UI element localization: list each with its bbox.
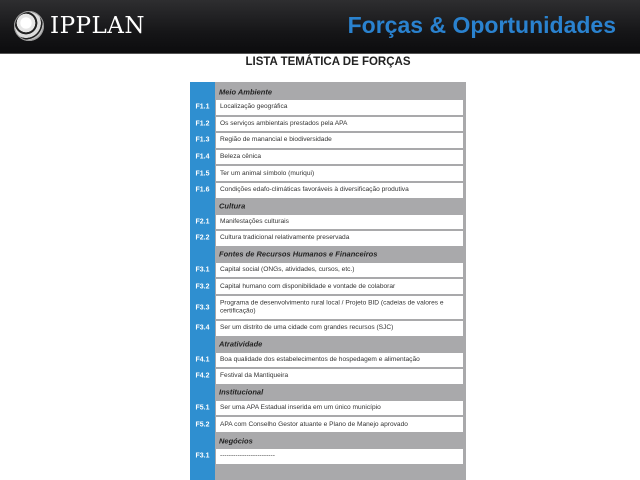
table-row [190,262,466,279]
table-row [190,295,466,320]
item-text: Região de manancial e biodiversidade [220,136,332,144]
item-code: F5.2 [195,421,210,429]
item-cell [216,231,463,246]
item-cell [216,100,463,115]
item-code: F2.1 [195,218,210,226]
item-cell [216,117,463,132]
table-row [190,149,466,166]
item-code: F3.3 [195,304,210,311]
item-text: ------------------------- [220,452,275,460]
item-code: F3.4 [195,324,210,332]
item-text: Os serviços ambientais prestados pela APA [220,119,348,127]
category-label: Meio Ambiente [219,87,273,96]
item-code: F5.1 [195,404,210,412]
item-code: F1.3 [195,136,210,144]
table-row [190,416,466,433]
table-row [190,320,466,337]
item-cell [216,183,463,198]
item-code: F3.2 [195,283,210,291]
category-label: Negócios [219,436,253,445]
category-row [190,199,466,214]
item-cell [216,133,463,148]
item-text: Beleza cênica [220,152,262,160]
category-row [190,433,466,448]
category-label: Cultura [219,201,246,211]
item-cell [216,296,463,319]
item-code: F4.2 [195,372,210,380]
category-row [190,337,466,352]
category-row [190,247,466,262]
item-code: F2.2 [195,234,210,242]
item-cell [216,263,463,278]
header-bar [0,0,640,54]
item-code: F1.2 [195,120,210,128]
item-text: Cultura tradicional relativamente preservada [220,234,350,242]
item-code: F1.5 [195,170,210,178]
logo [14,10,145,42]
table-row [190,352,466,369]
item-code: F1.6 [195,186,210,194]
item-cell [216,449,463,464]
item-cell [216,353,463,368]
item-text: Localização geográfica [220,103,288,111]
category-label: Fontes de Recursos Humanos e Financeiros [219,249,378,259]
item-text: Boa qualidade dos estabelecimentos de hospedagem e alimentação [220,355,420,363]
category-row [190,385,466,400]
category-row [190,84,466,99]
item-text: Ser uma APA Estadual inserida em um único município [220,403,381,411]
item-text: Ser um distrito de uma cidade com grandes recursos (SJC) [220,324,394,332]
item-code: F4.1 [195,356,210,364]
logo-mark-icon [14,11,44,41]
table-row [190,165,466,182]
table-row [190,400,466,417]
item-text: Programa de desenvolvimento rural local / Projeto BID (cadeias de valores e certificação) [220,299,444,315]
logo-text: IPPLAN [50,13,146,39]
item-cell [216,279,463,294]
item-code: F1.1 [195,103,210,111]
item-text: APA com Conselho Gestor atuante e Plano de Manejo aprovado [220,420,408,428]
table-row [190,278,466,295]
table-row [190,448,466,465]
table-row [190,99,466,116]
table-row [190,182,466,199]
item-text: Ter um animal símbolo (muriqui) [220,169,315,177]
table-row [190,368,466,385]
category-label: Atratividade [219,339,263,349]
strengths-table [190,82,466,480]
item-text: Condições edafo-climáticas favoráveis à diversificação produtiva [220,186,409,194]
item-cell [216,166,463,181]
item-text: Manifestações culturais [220,217,289,225]
table-row [190,132,466,149]
item-text: Capital humano com disponibilidade e vontade de colaborar [220,282,396,290]
table-row [190,230,466,247]
item-text: Capital social (ONGs, atividades, cursos, etc.) [220,265,355,273]
item-cell [216,369,463,384]
item-text: Festival da Mantiqueira [220,372,289,380]
table-row [190,116,466,133]
item-code: F3.1 [195,266,210,274]
item-cell [216,417,463,432]
item-cell [216,215,463,230]
category-label: Institucional [219,387,264,397]
item-code: F1.4 [195,153,210,161]
item-cell [216,150,463,165]
document-title: LISTA TEMÁTICA DE FORÇAS [245,56,411,68]
slide-title: Forças & Oportunidades [347,12,616,38]
item-code: F3.1 [195,452,210,460]
item-cell [216,321,463,336]
table-row [190,214,466,231]
item-cell [216,401,463,416]
